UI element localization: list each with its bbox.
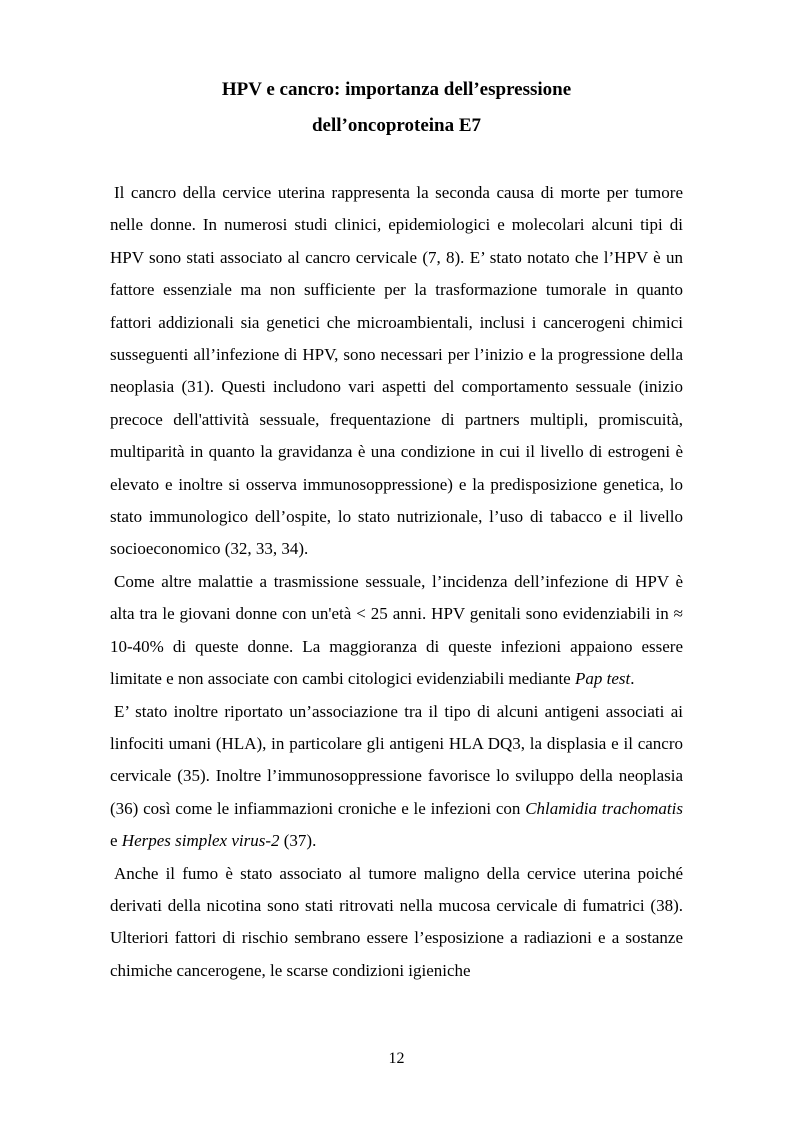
paragraph-3 <box>110 696 683 858</box>
paragraph-3-text: E’ stato inoltre riportato un’associazione tra il tipo di alcuni antigeni associati ai linfociti umani (HLA), in particolare gli antigeni HLA DQ3, la displasia e il cancro cervicale (35). Inoltre l’immunosoppressione favorisce lo sviluppo della neoplasia (36) così come le infiammazioni croniche e le infezioni con <box>110 701 683 818</box>
page-title <box>110 72 683 144</box>
paragraph-1-text: Il cancro della cervice uterina rappresenta la seconda causa di morte per tumore nelle donne. In numerosi studi clinici, epidemiologici e molecolari alcuni tipi di HPV sono stati associato al cancro cervicale (7, 8). E’ stato notato che l’HPV è un fattore essenziale ma non sufficiente per la trasformazione tumorale in quanto fattori addizionali sia genetici che microambientali, inclusi i cancerogeni chimici susseguenti all’infezione di HPV, sono necessari per l’inizio e la progressione della neoplasia (31). Questi includono vari aspetti del comportamento sessuale (inizio precoce dell'attività sessuale, frequentazione di partners multipli, promiscuità, multiparità in quanto la gravidanza è una condizione in cui il livello di estrogeni è elevato e inoltre si osserva immunosoppressione) e la predisposizione genetica, lo stato immunologico dell’ospite, lo stato nutrizionale, l’uso di tabacco e il livello socioeconomico (32, 33, 34). <box>110 183 683 559</box>
body-text <box>110 177 683 987</box>
paragraph-3-end: (37). <box>279 831 317 851</box>
paragraph-4 <box>110 858 683 988</box>
paragraph-3-italic-1: Chlamidia trachomatis <box>525 798 683 818</box>
title-line-1: HPV e cancro: importanza dell’espressione <box>221 79 572 100</box>
paragraph-2-end: . <box>630 669 635 689</box>
paragraph-4-text: Anche il fumo è stato associato al tumore maligno della cervice uterina poiché derivati della nicotina sono stati ritrovati nella mucosa cervicale di fumatrici (38). Ulteriori fattori di rischio sembrano essere l’esposizione a radiazioni e a sostanze chimiche cancerogene, le scarse condizioni igieniche <box>110 863 683 980</box>
paragraph-3-mid: e <box>110 831 122 851</box>
paragraph-2-text: Come altre malattie a trasmissione sessuale, l’incidenza dell’infezione di HPV è alta tra le giovani donne con un'età < 25 anni. HPV genitali sono evidenziabili in ≈ 10-40% di queste donne. La maggioranza di queste infezioni appaiono essere limitate e non associate con cambi citologici evidenziabili mediante <box>110 571 683 689</box>
paragraph-2-italic: Pap test <box>574 669 631 689</box>
paragraph-1 <box>110 177 683 566</box>
page-number: 12 <box>388 1050 405 1067</box>
paragraph-2 <box>110 566 683 696</box>
title-line-2: dell’oncoproteina E7 <box>311 115 482 136</box>
paragraph-3-italic-2: Herpes simplex virus-2 <box>121 831 280 851</box>
